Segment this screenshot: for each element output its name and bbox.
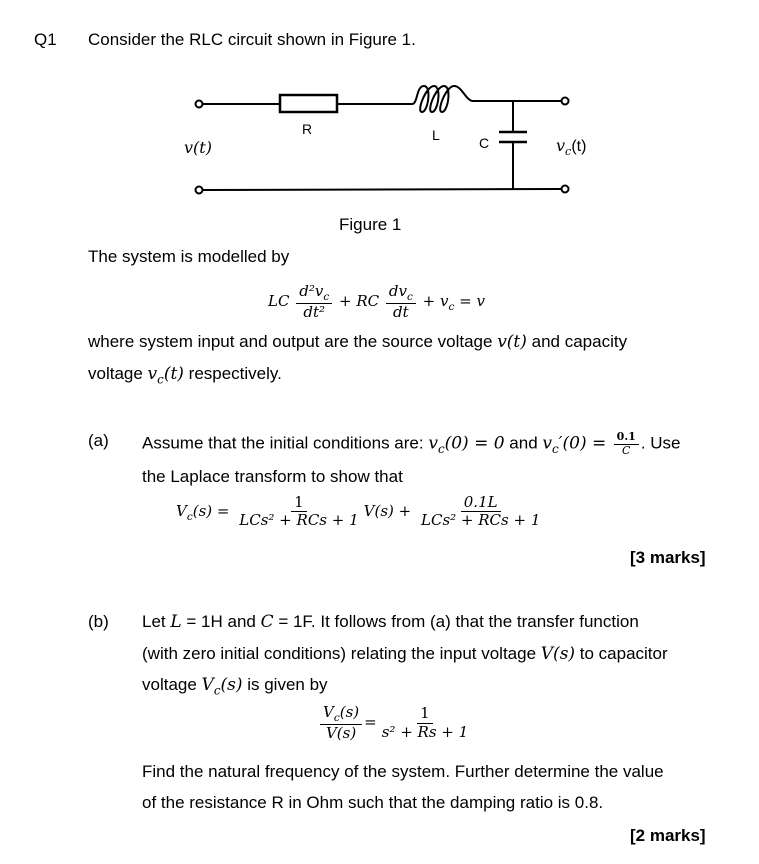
output-terminal-top bbox=[562, 98, 569, 105]
question-intro: Consider the RLC circuit shown in Figure 1. bbox=[88, 30, 416, 49]
part-b-line-2: (with zero initial conditions) relating the input voltage V(s) to capacitor bbox=[142, 644, 668, 664]
input-voltage-label: v(t) bbox=[184, 138, 212, 157]
part-b-line-4: Find the natural frequency of the system. Further determine the value bbox=[142, 762, 664, 781]
resistor-label: R bbox=[302, 121, 313, 137]
part-b-line-1: Let L = 1H and C = 1F. It follows from (a) that the transfer function bbox=[142, 612, 639, 632]
model-intro-text: The system is modelled by bbox=[88, 247, 290, 266]
resistor-symbol bbox=[280, 95, 337, 112]
part-a-line-1: Assume that the initial conditions are: $v_c(0) = 0$ and $v_c'(0)$ = $\frac{0.1}{C}$ . Use bbox=[142, 430, 681, 457]
part-a-marks: [3 marks] bbox=[630, 548, 706, 567]
part-a-label: (a) bbox=[88, 431, 109, 450]
part-b-line-3: voltage $V_c(s)$ is given by bbox=[142, 675, 328, 698]
inductor-symbol bbox=[412, 86, 473, 112]
output-voltage-label: $v_c(t)$ bbox=[556, 136, 587, 159]
inductor-label: L bbox=[432, 127, 440, 143]
part-b-label: (b) bbox=[88, 612, 109, 631]
question-number: Q1 bbox=[34, 30, 57, 49]
output-terminal-bottom bbox=[562, 186, 569, 193]
input-terminal-bottom bbox=[196, 187, 203, 194]
capacitor-label: C bbox=[479, 135, 490, 151]
where-line-2: voltage $v_c(t)$ respectively. bbox=[88, 364, 282, 387]
part-a-line-2: the Laplace transform to show that bbox=[142, 467, 403, 486]
input-terminal-top bbox=[196, 101, 203, 108]
part-b-marks: [2 marks] bbox=[630, 826, 706, 845]
figure-caption: Figure 1 bbox=[339, 215, 402, 234]
part-b-line-5: of the resistance R in Ohm such that the damping ratio is 0.8. bbox=[142, 793, 604, 812]
transfer-function-equation: $\frac{V_c(s)}{V(s)}$ = $\frac{1}{\text{s² + Rs + 1}}$ bbox=[318, 704, 473, 742]
where-line-1: where system input and output are the source voltage v(t) and capacity bbox=[88, 332, 628, 352]
rlc-circuit-diagram bbox=[0, 0, 759, 240]
differential-equation: LC $\frac{d^2v_c}{\text{dt²}}$ + RC $\frac{dv_c}{dt}$ + $v_c = v$ bbox=[268, 282, 485, 322]
laplace-equation: $V_c(s)$ = $\frac{1}{\text{LCs² + RCs + 1}}$ V(s) + $\frac{0.1L}{\text{LCs² + RCs + 1}}$ bbox=[176, 493, 541, 530]
